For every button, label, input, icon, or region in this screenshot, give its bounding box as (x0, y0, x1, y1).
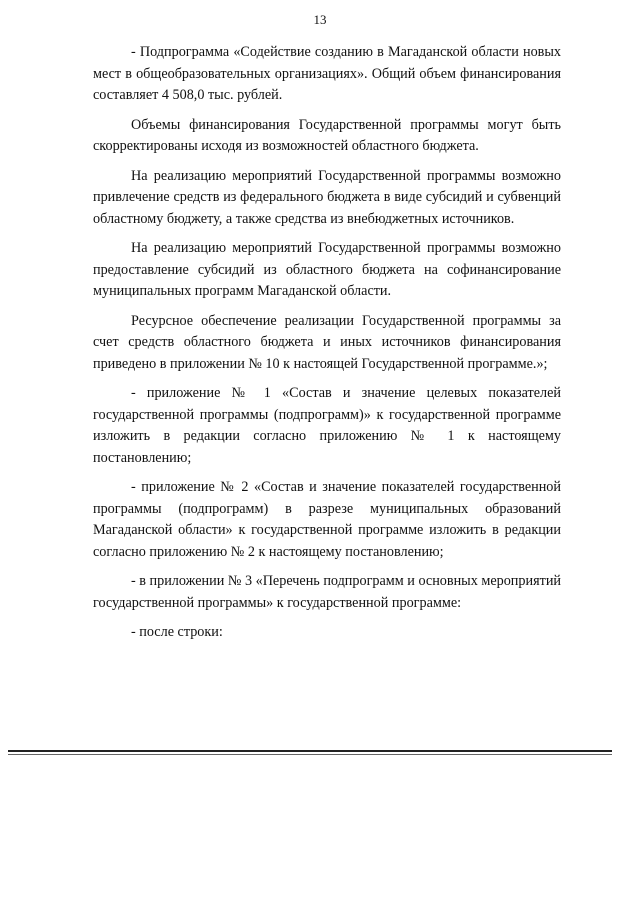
paragraph: - в приложении № 3 «Перечень подпрограмм и основных мероприятий государственной программы» к государственной программе: (93, 573, 561, 611)
paragraph: На реализацию мероприятий Государственной программы возможно предоставление субсидий из областного бюджета на софинансирование муниципальных программ Магаданской области. (93, 240, 561, 299)
paragraph: - после строки: (131, 624, 223, 640)
paragraph: - приложение № 1 «Состав и значение целевых показателей государственной программы (подпрограмм)» к государственной программе изложить в редакции согласно приложению № 1 к настоящему постановлению; (93, 385, 561, 466)
document-body (93, 42, 561, 652)
horizontal-rule-thin (8, 754, 612, 755)
page-number: 13 (313, 12, 327, 27)
paragraph: Ресурсное обеспечение реализации Государственной программы за счет средств областного бюджета и иных источников финансирования приведено в приложении № 10 к настоящей Государственной программе.»; (93, 312, 561, 372)
paragraph: Объемы финансирования Государственной программы могут быть скорректированы исходя из возможностей областного бюджета. (93, 116, 561, 154)
paragraph: На реализацию мероприятий Государственной программы возможно привлечение средств из федерального бюджета в виде субсидий и субвенций областному бюджету, а также средства из внебюджетных источников. (93, 167, 561, 227)
horizontal-rule (8, 750, 612, 752)
paragraph: - Подпрограмма «Содействие созданию в Магаданской области новых мест в общеобразовательных организациях». Общий объем финансирования составляет 4 508,0 тыс. рублей. (93, 44, 561, 103)
paragraph: - приложение № 2 «Состав и значение показателей государственной программы (подпрограмм) в разрезе муниципальных образований Магаданской области» к государственной программе изложить в редакции согласно приложению № 2 к настоящему постановлению; (93, 479, 561, 560)
